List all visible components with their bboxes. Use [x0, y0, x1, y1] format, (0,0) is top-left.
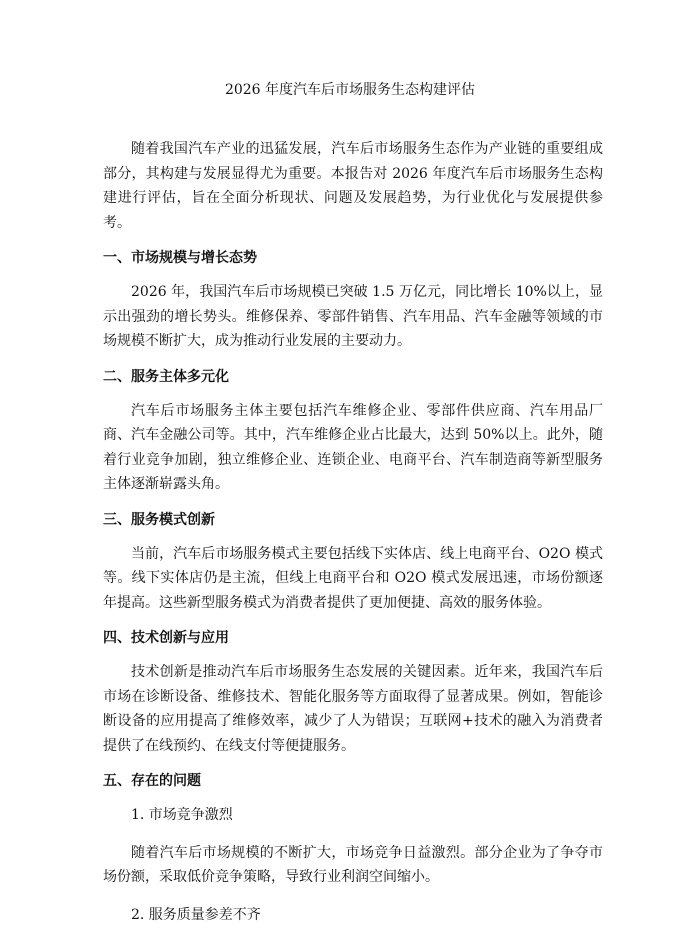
section-heading-problems: 五、存在的问题 — [103, 773, 201, 789]
section-paragraph-service-model: 当前，汽车后市场服务模式主要包括线下实体店、线上电商平台、O2O 模式等。线下实体店仍是主流，但线上电商平台和 O2O 模式发展迅速，市场份额逐年提高。这些新型服务模式为消费者提供了更加便捷、高效的服务体验。 — [103, 545, 603, 611]
subitem-paragraph-competition: 随着汽车后市场规模的不断扩大，市场竞争日益激烈。部分企业为了争夺市场份额，采取低价竞争策略，导致行业利润空间缩小。 — [103, 844, 603, 885]
section-paragraph-service-entities: 汽车后市场服务主体主要包括汽车维修企业、零部件供应商、汽车用品厂商、汽车金融公司等。其中，汽车维修企业占比最大，达到 50%以上。此外，随着行业竞争加剧，独立维修企业、连锁企业、电商平台、汽车制造商等新型服务主体逐渐崭露头角。 — [103, 402, 603, 492]
intro-paragraph: 随着我国汽车产业的迅猛发展，汽车后市场服务生态作为产业链的重要组成部分，其构建与发展显得尤为重要。本报告对 2026 年度汽车后市场服务生态构建进行评估，旨在全面分析现状、问题及发展趋势，为行业优化与发展提供参考。 — [103, 141, 603, 231]
document-body — [103, 137, 603, 940]
document-title: 2026 年度汽车后市场服务生态构建评估 — [224, 82, 476, 98]
section-paragraph-market-scale: 2026 年，我国汽车后市场规模已突破 1.5 万亿元，同比增长 10%以上，显示出强劲的增长势头。维修保养、零部件销售、汽车用品、汽车金融等领域的市场规模不断扩大，成为推动行业发展的主要动力。 — [103, 284, 603, 349]
section-heading-service-entities: 二、服务主体多元化 — [103, 368, 229, 385]
subitem-heading-service-quality: 2. 服务质量参差不齐 — [131, 906, 261, 923]
subitem-heading-competition: 1. 市场竞争激烈 — [131, 807, 233, 823]
section-heading-service-model: 三、服务模式创新 — [103, 511, 215, 528]
section-heading-technology: 四、技术创新与应用 — [103, 630, 229, 646]
section-paragraph-technology: 技术创新是推动汽车后市场服务生态发展的关键因素。近年来，我国汽车后市场在诊断设备、维修技术、智能化服务等方面取得了显著成果。例如，智能诊断设备的应用提高了维修效率，减少了人为错误；互联网+技术的融入为消费者提供了在线预约、在线支付等便捷服务。 — [103, 664, 603, 754]
section-heading-market-scale: 一、市场规模与增长态势 — [103, 250, 257, 266]
